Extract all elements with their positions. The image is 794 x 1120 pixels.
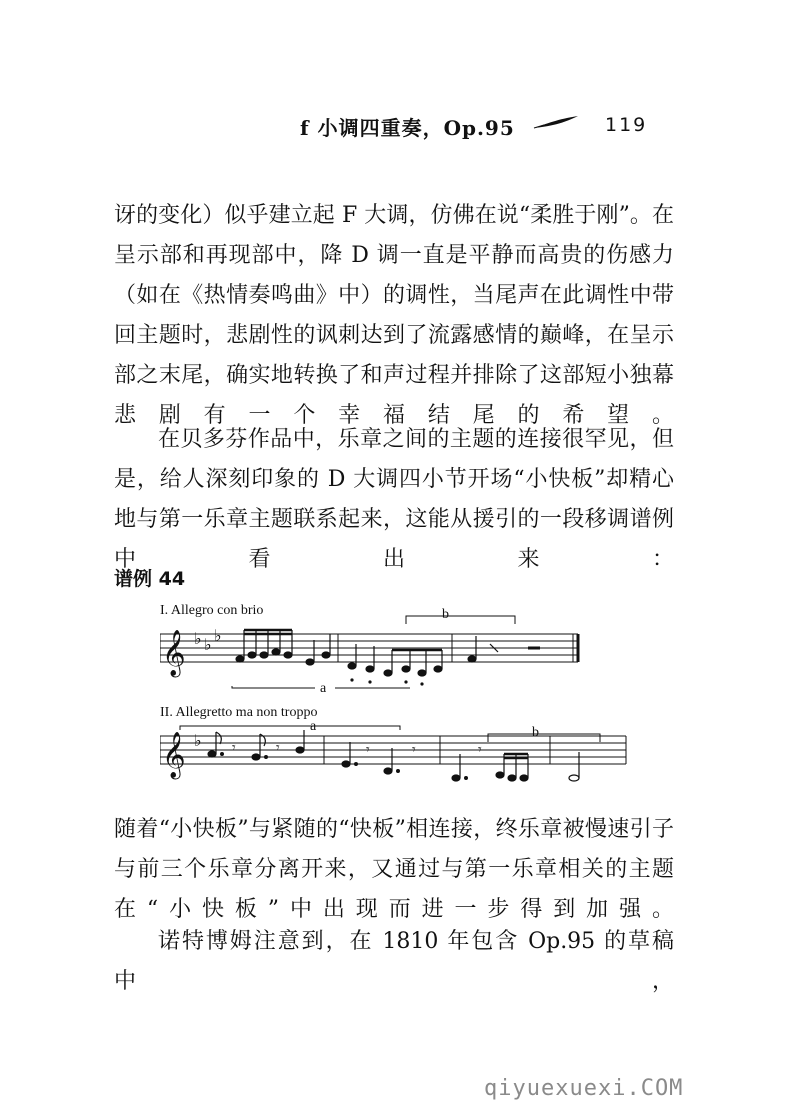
paragraph-2: 在贝多芬作品中，乐章之间的主题的连接很罕见，但是，给人深刻印象的 D 大调四小节开场“小快板”却精心地与第一乐章主题联系起来，这能从援引的一段移调谱例中看出来： bbox=[114, 427, 674, 572]
svg-text:𝄾: 𝄾 bbox=[412, 742, 416, 758]
svg-text:♭: ♭ bbox=[194, 629, 202, 648]
svg-text:𝄾: 𝄾 bbox=[478, 742, 482, 758]
music-staff-2 bbox=[160, 702, 630, 794]
header-title: f 小调四重奏，Op.95 bbox=[300, 116, 515, 140]
svg-text:𝄾: 𝄾 bbox=[276, 740, 280, 756]
svg-text:♭: ♭ bbox=[204, 635, 212, 654]
page-number: 119 bbox=[605, 114, 648, 136]
staff-2-notation bbox=[160, 702, 630, 794]
staff-2-bracket-b: b bbox=[532, 725, 539, 740]
staff-1-bracket-a: a bbox=[320, 681, 327, 696]
example-label: 谱例 44 bbox=[114, 568, 186, 590]
music-staff-1 bbox=[160, 600, 630, 696]
svg-text:𝄞: 𝄞 bbox=[162, 732, 186, 778]
paragraph-4: 诺特博姆注意到，在 1810 年包含 Op.95 的草稿中， bbox=[114, 929, 674, 994]
svg-text:𝄞: 𝄞 bbox=[162, 630, 186, 676]
svg-text:𝄾: 𝄾 bbox=[366, 742, 370, 758]
paragraph-3: 随着“小快板”与紧随的“快板”相连接，终乐章被慢速引子与前三个乐章分离开来，又通过与第一乐章相关的主题在“小快板”中出现而进一步得到加强。 bbox=[114, 817, 674, 922]
staff-1-notation bbox=[160, 600, 630, 696]
staff-2-bracket-a: a bbox=[310, 719, 317, 734]
watermark: qiyuexuexi.COM bbox=[484, 1076, 684, 1101]
staff-1-bracket-b: b bbox=[442, 607, 449, 622]
svg-text:𝄾: 𝄾 bbox=[232, 740, 236, 756]
staff-1-tempo: I. Allegro con brio bbox=[160, 603, 264, 618]
staff-2-tempo: II. Allegretto ma non troppo bbox=[160, 705, 318, 720]
svg-text:♭: ♭ bbox=[194, 731, 202, 750]
paragraph-1: 讶的变化）似乎建立起 F 大调，仿佛在说“柔胜于刚”。在呈示部和再现部中，降 D 调一直是平静而高贵的伤感力（如在《热情奏鸣曲》中）的调性，当尾声在此调性中带回主题时，悲剧性的讽刺达到了流露感情的巅峰，在呈示部之末尾，确实地转换了和声过程并排除了这部短小独幕悲剧有一个幸福结尾的希望。 bbox=[114, 203, 674, 428]
svg-text:♭: ♭ bbox=[214, 626, 222, 645]
quill-icon bbox=[532, 114, 580, 130]
